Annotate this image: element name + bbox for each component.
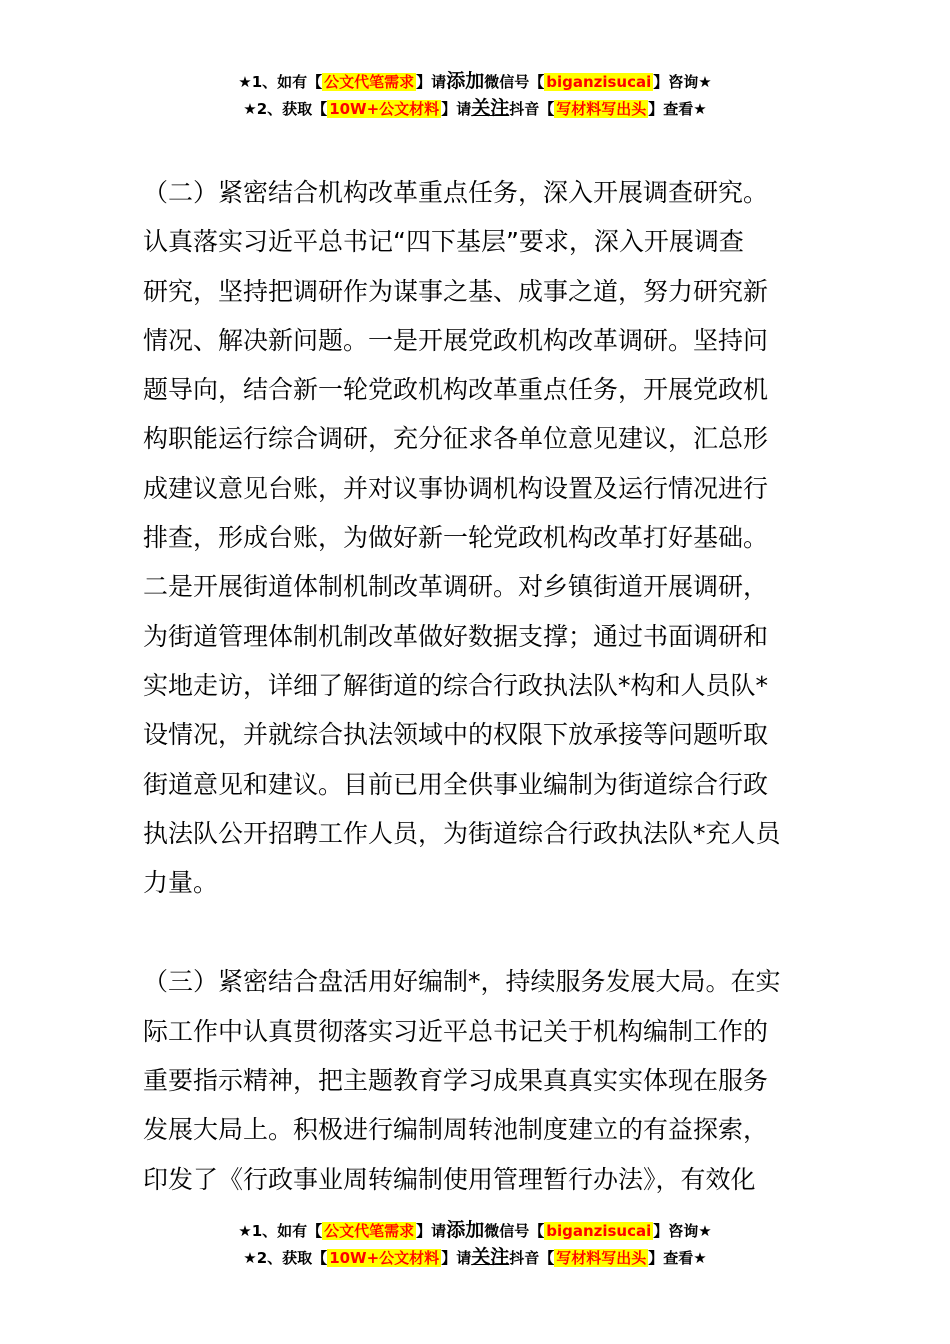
promo-text: 微信号【 [484, 73, 545, 91]
promo-highlight: 公文代笔需求 [324, 1222, 415, 1240]
promo-emphasis: 关注 [471, 97, 510, 119]
promo-emphasis: 添加 [446, 1219, 485, 1241]
promo-douyin-id: 写材料写出头 [556, 100, 647, 118]
promo-text: 】请 [416, 73, 447, 91]
text-line: 街道意见和建议。目前已用全供事业编制为街道综合行政 [143, 769, 769, 799]
promo-text: 抖音【 [509, 1249, 555, 1267]
promo-text: ★2、获取【 [243, 1249, 328, 1267]
text-line: 为街道管理体制机制改革做好数据支撑；通过书面调研和 [143, 621, 769, 651]
promo-line-1 [0, 1217, 950, 1244]
text-line: 构职能运行综合调研，充分征求各单位意见建议，汇总形 [143, 424, 769, 454]
text-line: 设情况，并就综合执法领域中的权限下放承接等问题听取 [143, 720, 769, 750]
text-line: 实地走访，详细了解街道的综合行政执法队*构和人员队* [143, 670, 769, 700]
text-line: 题导向，结合新一轮党政机构改革重点任务，开展党政机 [143, 375, 769, 405]
promo-highlight: 公文代笔需求 [324, 73, 415, 91]
promo-text: ★1、如有【 [238, 1222, 323, 1240]
promo-text: 抖音【 [509, 100, 555, 118]
promo-text: 】请 [441, 100, 472, 118]
promo-text: 】查看★ [648, 1249, 707, 1267]
text-line: 研究，坚持把调研作为谋事之基、成事之道，努力研究新 [143, 276, 769, 306]
header-promo-banner [0, 68, 950, 122]
promo-douyin-id: 写材料写出头 [556, 1249, 647, 1267]
text-line: （三）紧密结合盘活用好编制*，持续服务发展大局。在实 [143, 967, 781, 997]
text-line: 际工作中认真贯彻落实习近平总书记关于机构编制工作的 [143, 1016, 769, 1046]
text-line: 二是开展街道体制机制改革调研。对乡镇街道开展调研， [143, 572, 769, 602]
promo-emphasis: 关注 [471, 1246, 510, 1268]
promo-text: 】请 [416, 1222, 447, 1240]
promo-text: 】咨询★ [653, 73, 712, 91]
text-line: 排查，形成台账，为做好新一轮党政机构改革打好基础。 [143, 523, 769, 553]
promo-text: ★1、如有【 [238, 73, 323, 91]
text-line: 重要指示精神，把主题教育学习成果真真实实体现在服务 [143, 1066, 769, 1096]
promo-highlight: 10W+公文材料 [329, 100, 440, 118]
text-line: 印发了《行政事业周转编制使用管理暂行办法》，有效化 [143, 1164, 756, 1194]
promo-line-2 [0, 1244, 950, 1271]
text-line: 发展大局上。积极进行编制周转池制度建立的有益探索， [143, 1115, 769, 1145]
footer-promo-banner [0, 1217, 950, 1271]
document-body [143, 168, 808, 1204]
promo-emphasis: 添加 [446, 70, 485, 92]
promo-text: ★2、获取【 [243, 100, 328, 118]
text-line: 情况、解决新问题。一是开展党政机构改革调研。坚持问 [143, 325, 769, 355]
promo-wechat-id: biganzisucai [546, 1222, 652, 1240]
promo-text: 微信号【 [484, 1222, 545, 1240]
text-line: 执法队公开招聘工作人员，为街道综合行政执法队*充人员 [143, 818, 781, 848]
paragraph-section-2 [143, 168, 808, 907]
promo-line-2 [0, 95, 950, 122]
promo-text: 】咨询★ [653, 1222, 712, 1240]
paragraph-section-3 [143, 957, 808, 1203]
text-line: 成建议意见台账，并对议事协调机构设置及运行情况进行 [143, 473, 769, 503]
text-line: 认真落实习近平总书记“四下基层”要求，深入开展调查 [143, 227, 744, 257]
promo-wechat-id: biganzisucai [546, 73, 652, 91]
paragraph-spacer [143, 907, 808, 957]
promo-highlight: 10W+公文材料 [329, 1249, 440, 1267]
promo-text: 】请 [441, 1249, 472, 1267]
text-line: （二）紧密结合机构改革重点任务，深入开展调查研究。 [143, 178, 769, 207]
promo-line-1 [0, 68, 950, 95]
text-line: 力量。 [143, 868, 219, 898]
promo-text: 】查看★ [648, 100, 707, 118]
